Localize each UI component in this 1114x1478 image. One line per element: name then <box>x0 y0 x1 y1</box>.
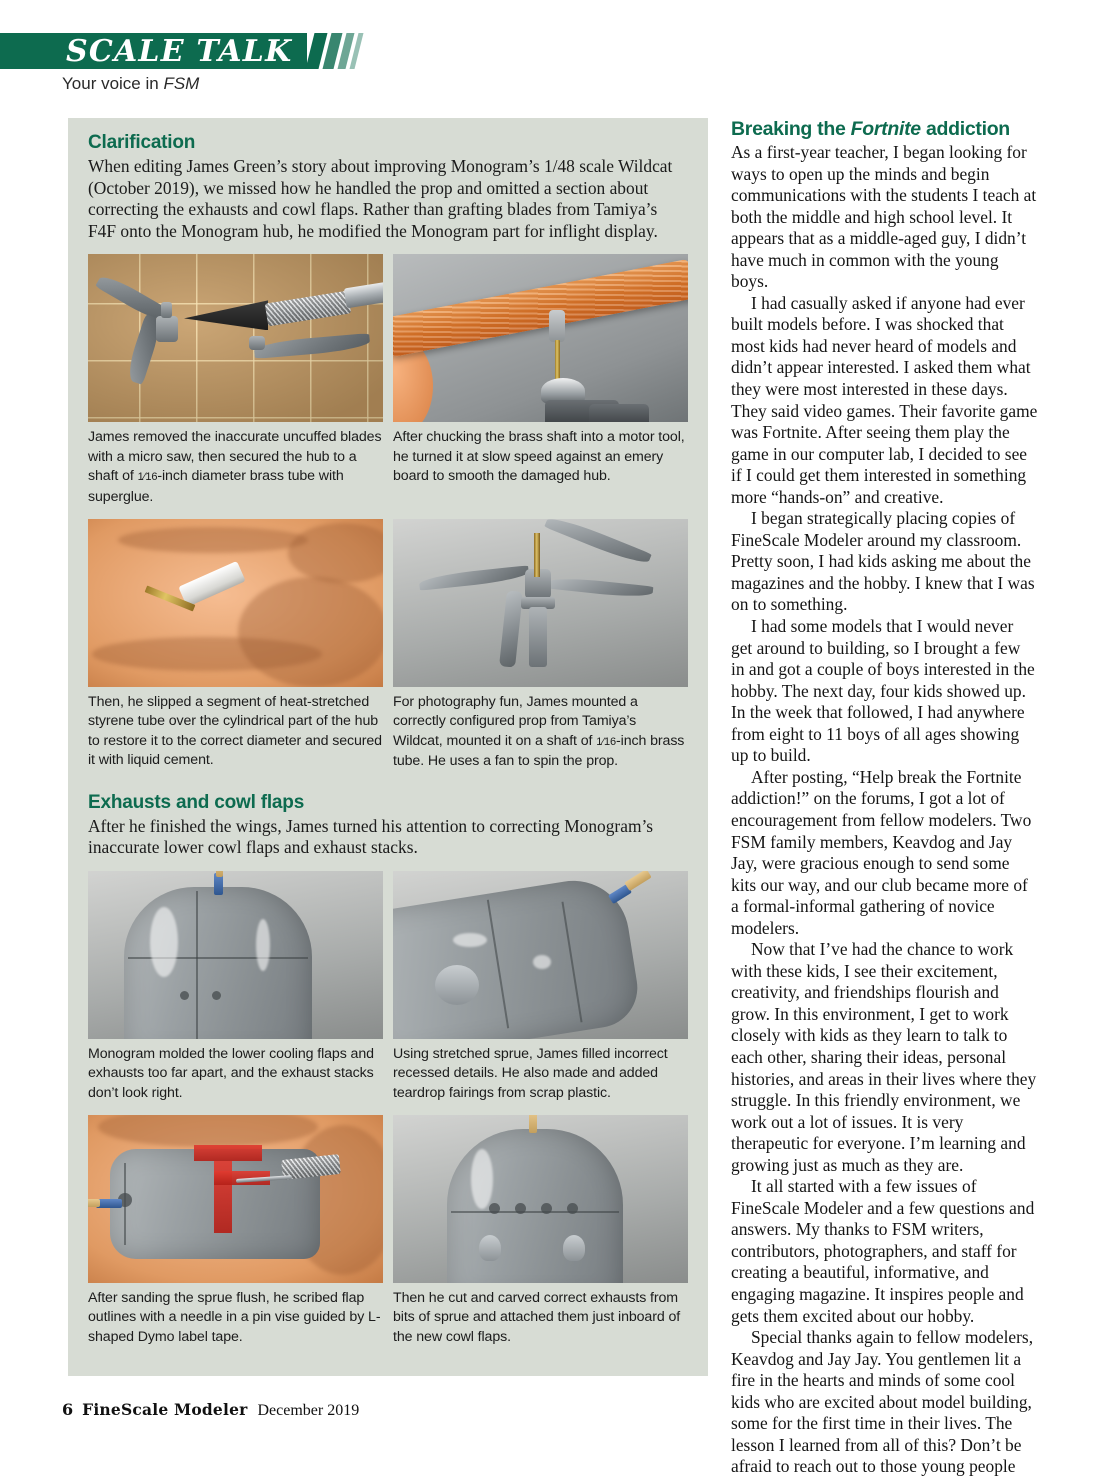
caption-text-pre: Then, he slipped a segment of heat-stretched styrene tube over the cylindrical part of the hub to restore it to the correct diameter and secured it with liquid cement. <box>88 694 382 769</box>
caption-blades-knife <box>88 428 383 507</box>
caption-scribing-flaps <box>88 1289 383 1347</box>
photo-emery-board <box>393 254 688 422</box>
footer-magazine-title: FineScale Modeler <box>82 1400 248 1419</box>
right-column <box>731 118 1038 1478</box>
dek-fsm: FSM <box>163 74 200 93</box>
photo-row-3 <box>88 871 688 1103</box>
heading-clarification: Clarification <box>88 132 196 153</box>
caption-text-post: -inch diameter brass tube with superglue. <box>88 468 344 505</box>
page-footer <box>62 1400 359 1420</box>
masthead-dek <box>62 74 199 94</box>
heading-exhausts: Exhausts and cowl flaps <box>88 791 305 813</box>
caption-finished-prop <box>393 693 688 772</box>
photo-blades-knife <box>88 254 383 422</box>
heading-suffix: addiction <box>920 118 1010 140</box>
photo-cell-new-exhausts <box>393 1115 688 1347</box>
photo-cowl-stock <box>88 871 383 1039</box>
right-paragraph-5: After posting, “Help break the Fortnite addiction!” on the forums, I got a lot of encouragement from fellow modelers. Two FSM family members, Keavdog and Jay Jay, were gracious enough to send some kits our way, and our club became more of a formal-informal gathering of novice modelers. <box>731 766 1032 938</box>
caption-text-pre: After sanding the sprue flush, he scribed flap outlines with a needle in a pin vise guided by L-shaped Dymo label tape. <box>88 1290 381 1345</box>
caption-new-exhausts <box>393 1289 688 1347</box>
right-paragraph-8: Special thanks again to fellow modelers, Keavdog and Jay Jay. You gentlemen lit a fire in the hearts and minds of some cool kids who are excited about model building, some for the first time in their lives. The lesson I learned from all of this? Don’t be afraid to reach out to those young people <box>731 1327 1034 1477</box>
photo-cowl-filled <box>393 871 688 1039</box>
photo-cell-blades-knife <box>88 254 383 507</box>
heading-fortnite-italic: Fortnite <box>850 118 921 140</box>
caption-fraction: 1⁄16 <box>137 471 158 484</box>
caption-fraction: 1⁄16 <box>596 735 617 748</box>
right-paragraph-4: I had some models that I would never get around to building, so I brought a few in and got a couple of boys interested in the hobby. The next day, four kids showed up. In the week that followed, I had anywhere from eight to 11 boys of all ages showing up to build. <box>731 616 1035 766</box>
paragraph-clarification: When editing James Green’s story about improving Monogram’s 1/48 scale Wildcat (October 2019), we missed how he handled the prop and omitted a section about correcting the exhausts and cowl flaps. Rather than grafting blades from Tamiya’s F4F onto the Monogram hub, he modified the Monogram part for inflight display. <box>88 156 673 241</box>
right-paragraph-2: I had casually asked if anyone had ever built models before. I was shocked that most kids had never heard of models and didn’t appear interested. I asked them what they were most interested in these days. They said video games. Their favorite game was Fortnite. After seeing them play the game in our computer lab, I decided to see if I could get them interested in something more “hands-on” and creative. <box>731 292 1038 507</box>
right-paragraph-1: As a first-year teacher, I began looking for ways to open up the minds and begin communications with the students I teach at both the middle and high school level. It appears that as a middle-aged guy, I didn’t have much in common with the young boys. <box>731 142 1037 292</box>
photo-styrene-tube <box>88 519 383 687</box>
right-paragraph-7: It all started with a few issues of FineScale Modeler and a few questions and answers. My thanks to FSM writers, contributors, photographers, and staff for creating a beautiful, informative, and engaging magazine. It inspires people and gets them excited about our hobby. <box>731 1176 1035 1326</box>
photo-row-1 <box>88 254 688 507</box>
caption-text-pre: Using stretched sprue, James filled incorrect recessed details. He also made and added teardrop fairings from scrap plastic. <box>393 1045 668 1101</box>
heading-fortnite <box>731 118 1038 141</box>
caption-cowl-stock <box>88 1045 383 1103</box>
photo-cell-cowl-stock <box>88 871 383 1103</box>
heading-prefix: Breaking the <box>731 118 851 140</box>
caption-emery-board <box>393 428 688 486</box>
photo-finished-prop <box>393 519 688 687</box>
caption-text-pre: After chucking the brass shaft into a motor tool, he turned it at slow speed against an emery board to smooth the damaged hub. <box>393 429 685 485</box>
masthead <box>0 33 1114 69</box>
caption-text-pre: For photography fun, James mounted a correctly configured prop from Tamiya’s Wildcat, mounted it on a shaft of <box>393 694 638 749</box>
photo-cell-finished-prop <box>393 519 688 772</box>
caption-text-pre: James removed the inaccurate uncuffed blades with a micro saw, then secured the hub to a shaft of <box>88 429 382 485</box>
footer-page-number: 6 <box>62 1400 74 1419</box>
photo-cell-emery-board <box>393 254 688 507</box>
footer-issue-date: December 2019 <box>257 1402 360 1419</box>
photo-cell-cowl-filled <box>393 871 688 1103</box>
paragraph-exhausts: After he finished the wings, James turned his attention to correcting Monogram’s inaccurate lower cowl flaps and exhaust stacks. <box>88 815 654 858</box>
photo-new-exhausts <box>393 1115 688 1283</box>
caption-text-pre: Monogram molded the lower cooling flaps and exhausts too far apart, and the exhaust stacks don’t look right. <box>88 1045 374 1101</box>
caption-cowl-filled <box>393 1045 688 1103</box>
photo-scribing-flaps <box>88 1115 383 1283</box>
masthead-title: SCALE TALK <box>66 34 293 69</box>
caption-styrene-tube <box>88 693 383 771</box>
caption-text-post: -inch brass tube. He uses a fan to spin the prop. <box>393 732 685 770</box>
dek-prefix: Your voice in <box>62 74 164 93</box>
caption-text-pre: Then he cut and carved correct exhausts from bits of sprue and attached them just inboard of the new cowl flaps. <box>393 1290 681 1345</box>
left-panel <box>68 118 708 1376</box>
photo-cell-styrene-tube <box>88 519 383 772</box>
photo-row-4 <box>88 1115 688 1347</box>
photo-row-2 <box>88 519 688 772</box>
left-panel-inner <box>88 132 688 1347</box>
photo-cell-scribing-flaps <box>88 1115 383 1347</box>
right-paragraph-6: Now that I’ve had the chance to work with these kids, I see their excitement, creativity, and friendships flourish and grow. In this environment, I get to work closely with kids as they learn to talk to each other, sharing their ideas, personal histories, and areas in their lives where they struggle. In this friendly environment, we work out a lot of issues. It is very therapeutic for everyone. I’m learning and growing just as much as they are. <box>731 939 1037 1175</box>
right-paragraph-3: I began strategically placing copies of FineScale Modeler around my classroom. Pretty soon, I had kids asking me about the magazines and the hobby. I knew that I was on to something. <box>731 508 1035 615</box>
